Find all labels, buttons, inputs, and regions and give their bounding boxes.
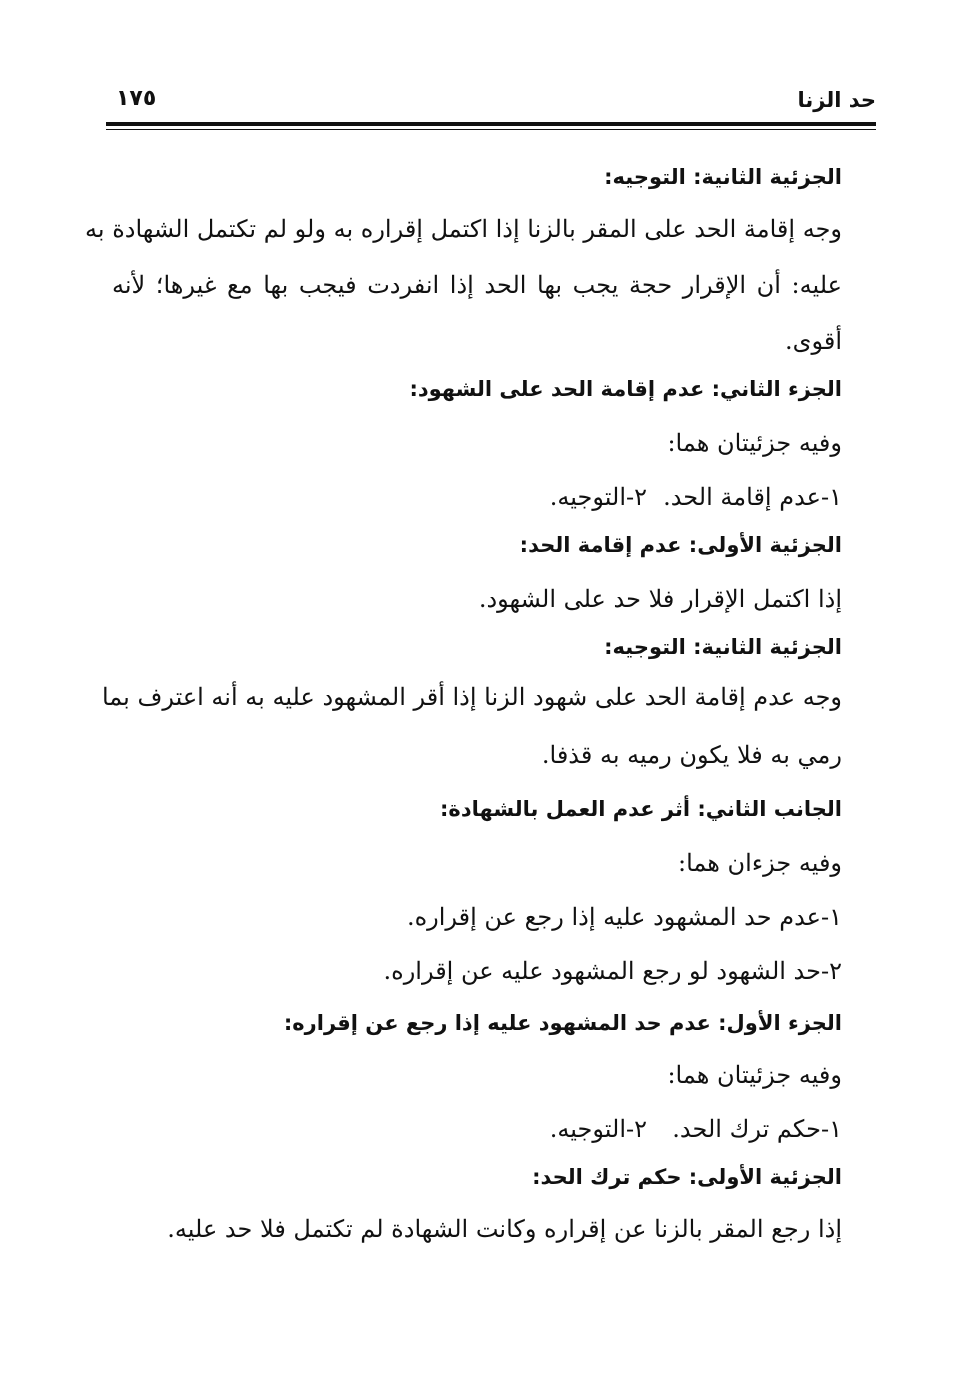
subsection-heading: الجزئية الثانية: التوجيه:	[604, 635, 842, 659]
paragraph-line: وفيه جزئيتان هما:	[667, 429, 842, 457]
header-rule-thin	[106, 129, 876, 130]
list-item: ١-حكم ترك الحد.	[672, 1115, 842, 1143]
list-item: ٢-التوجيه.	[549, 483, 647, 511]
paragraph-line: وجه إقامة الحد على المقر بالزنا إذا اكتمل إقراره به ولو لم تكتمل الشهادة به	[85, 215, 842, 243]
list-row	[112, 1114, 842, 1144]
list-item: ١-عدم حد المشهود عليه إذا رجع عن إقراره.	[406, 903, 842, 931]
page-header	[110, 84, 876, 116]
list-item: ٢-حد الشهود لو رجع المشهود عليه عن إقراره.	[383, 957, 842, 985]
list-item: ٢-التوجيه.	[549, 1115, 647, 1143]
subsection-heading: الجزئية الأولى: عدم إقامة الحد:	[519, 533, 842, 557]
paragraph-line: رمي به فلا يكون رميه به قذفا.	[541, 741, 842, 769]
paragraph-line: عليه: أن الإقرار حجة يجب بها الحد إذا انفردت فيجب بها مع غيرها؛ لأنه	[112, 271, 842, 299]
list-item: ١-عدم إقامة الحد.	[663, 483, 842, 511]
section-heading: الجانب الثاني: أثر عدم العمل بالشهادة:	[440, 797, 842, 821]
section-heading: الجزء الثاني: عدم إقامة الحد على الشهود:	[409, 377, 842, 401]
paragraph-line: إذا رجع المقر بالزنا عن إقراره وكانت الشهادة لم تكتمل فلا حد عليه.	[167, 1215, 842, 1243]
list-row	[112, 482, 842, 512]
paragraph-line: أقوى.	[785, 327, 842, 355]
paragraph-line: وجه عدم إقامة الحد على شهود الزنا إذا أقر المشهود عليه به أنه اعترف بما	[101, 683, 842, 711]
header-rule-thick	[106, 122, 876, 126]
paragraph-line: إذا اكتمل الإقرار فلا حد على الشهود.	[478, 585, 842, 613]
paragraph-line: وفيه جزءان هما:	[677, 849, 842, 877]
subsection-heading: الجزئية الأولى: حكم ترك الحد:	[532, 1165, 842, 1189]
running-title: حد الزنا	[797, 88, 876, 112]
paragraph-line: وفيه جزئيتان هما:	[667, 1061, 842, 1089]
subsection-heading: الجزئية الثانية: التوجيه:	[604, 165, 842, 189]
section-heading: الجزء الأول: عدم حد المشهود عليه إذا رجع عن إقراره:	[283, 1011, 842, 1035]
page-number: ١٧٥	[116, 86, 157, 111]
